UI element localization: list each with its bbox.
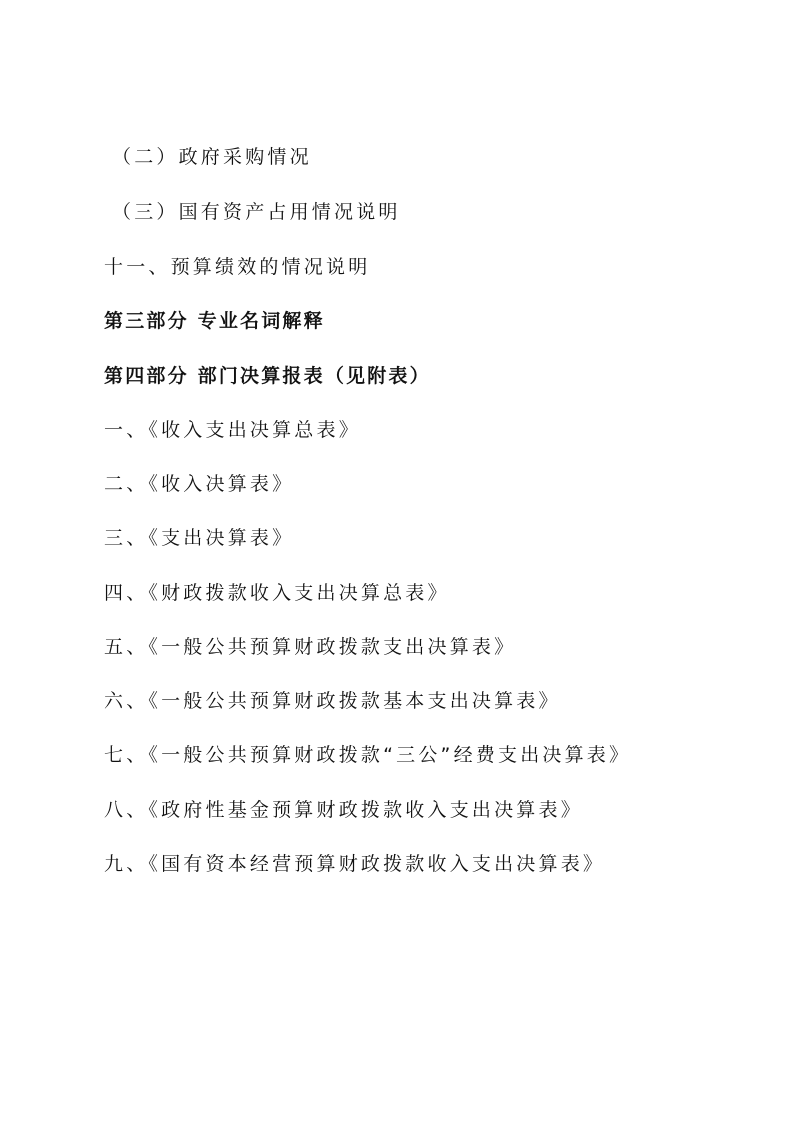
toc-item-performance: 十一、预算绩效的情况说明: [104, 256, 371, 278]
toc-item-table-5: 五、《一般公共预算财政拨款支出决算表》: [104, 636, 517, 658]
toc-item-state-assets: （三）国有资产占用情况说明: [112, 201, 401, 223]
toc-item-table-8: 八、《政府性基金预算财政拨款收入支出决算表》: [104, 799, 583, 821]
toc-item-government-procurement: （二）政府采购情况: [112, 146, 312, 168]
toc-item-table-6: 六、《一般公共预算财政拨款基本支出决算表》: [104, 690, 561, 712]
toc-heading-part-four: 第四部分 部门决算报表（见附表）: [104, 365, 431, 387]
toc-item-table-7: 七、《一般公共预算财政拨款“三公”经费支出决算表》: [104, 744, 632, 766]
toc-item-table-2: 二、《收入决算表》: [104, 473, 295, 495]
toc-item-table-4: 四、《财政拨款收入支出决算总表》: [104, 582, 450, 604]
toc-item-table-9: 九、《国有资本经营预算财政拨款收入支出决算表》: [104, 853, 606, 875]
toc-item-table-3: 三、《支出决算表》: [104, 527, 295, 549]
toc-item-table-1: 一、《收入支出决算总表》: [104, 419, 361, 441]
toc-heading-part-three: 第三部分 专业名词解释: [104, 310, 325, 332]
